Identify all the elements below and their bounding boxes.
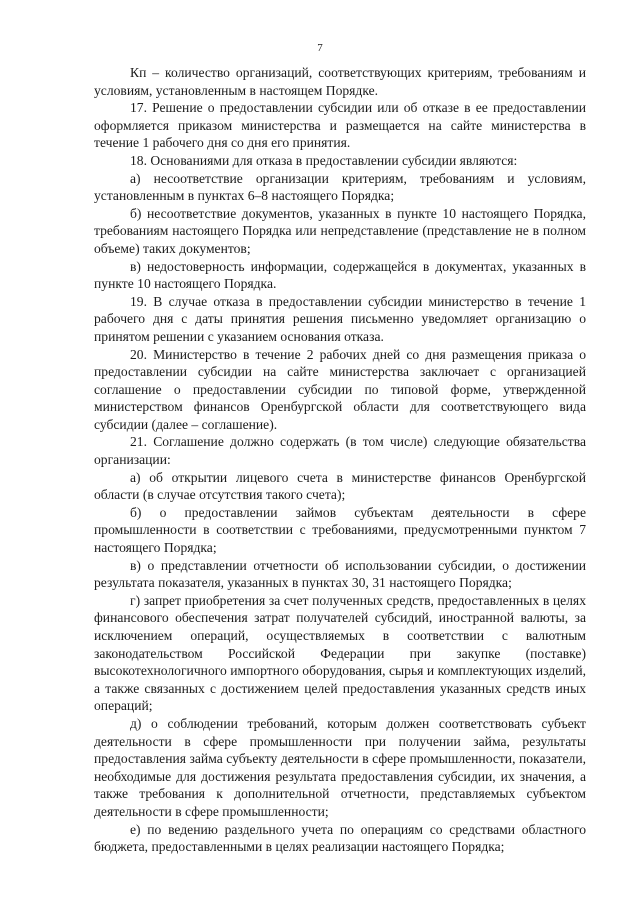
paragraph-18-a: а) несоответствие организации критериям, требованиям и условиям, установленным в пунктах 6–8 настоящего Порядка; bbox=[94, 170, 586, 204]
document-body bbox=[94, 64, 586, 856]
paragraph-21-e: е) по ведению раздельного учета по операциям со средствами областного бюджета, предоставленными в целях реализации настоящего Порядка; bbox=[94, 821, 586, 855]
paragraph-21-a: а) об открытии лицевого счета в министерстве финансов Оренбургской области (в случае отсутствия такого счета); bbox=[94, 469, 586, 503]
paragraph-21-v: в) о представлении отчетности об использовании субсидии, о достижении результата показателя, указанных в пунктах 30, 31 настоящего Порядка; bbox=[94, 557, 586, 591]
paragraph-21-b: б) о предоставлении займов субъектам деятельности в сфере промышленности в соответствии с требованиями, предусмотренными пунктом 7 настоящего Порядка; bbox=[94, 504, 586, 556]
paragraph-19: 19. В случае отказа в предоставлении субсидии министерство в течение 1 рабочего дня с даты принятия решения письменно уведомляет организацию о принятом решении с указанием основания отказа. bbox=[94, 293, 586, 344]
paragraph-21-d: д) о соблюдении требований, которым должен соответствовать субъект деятельности в сфере промышленности при получении займа, результаты предоставления займа субъекту деятельности в сфере промышленности, показатели, необходимые для достижения результата предоставления субсидии, их значения, а также требования к дополнительной отчетности, представляемых субъектом деятельности в сфере промышленности; bbox=[94, 715, 586, 819]
page-number: 7 bbox=[317, 42, 323, 54]
paragraph-21-g: г) запрет приобретения за счет полученных средств, предоставленных в целях финансового обеспечения затрат получателей субсидий, иностранной валюты, за исключением операций, осуществляемых в соответствии с валютным законодательством Российской Федерации при закупке (поставке) высокотехнологичного импортного оборудования, сырья и комплектующих изделий, а также связанных с достижением целей предоставления указанных средств иных операций; bbox=[94, 592, 586, 714]
paragraph-18-b: б) несоответствие документов, указанных в пункте 10 настоящего Порядка, требованиям настоящего Порядка или непредставление (представление не в полном объеме) таких документов; bbox=[94, 205, 586, 256]
paragraph-kp-definition: Кп – количество организаций, соответствующих критериям, требованиям и условиям, установленным в настоящем Порядке. bbox=[94, 65, 586, 98]
paragraph-18-v: в) недостоверность информации, содержащейся в документах, указанных в пункте 10 настоящего Порядка. bbox=[94, 258, 586, 292]
paragraph-21: 21. Соглашение должно содержать (в том числе) следующие обязательства организации: bbox=[94, 434, 586, 468]
paragraph-17: 17. Решение о предоставлении субсидии или об отказе в ее предоставлении оформляется приказом министерства и размещается на сайте министерства в течение 1 рабочего дня со дня его принятия. bbox=[94, 100, 586, 151]
paragraph-18: 18. Основаниями для отказа в предоставлении субсидии являются: bbox=[130, 152, 518, 168]
paragraph-20: 20. Министерство в течение 2 рабочих дней со дня размещения приказа о предоставлении субсидии на сайте министерства заключает с организацией соглашение о предоставлении субсидии по типовой форме, утвержденной министерством финансов Оренбургской области для соответствующего вида субсидии (далее – соглашение). bbox=[94, 346, 586, 432]
